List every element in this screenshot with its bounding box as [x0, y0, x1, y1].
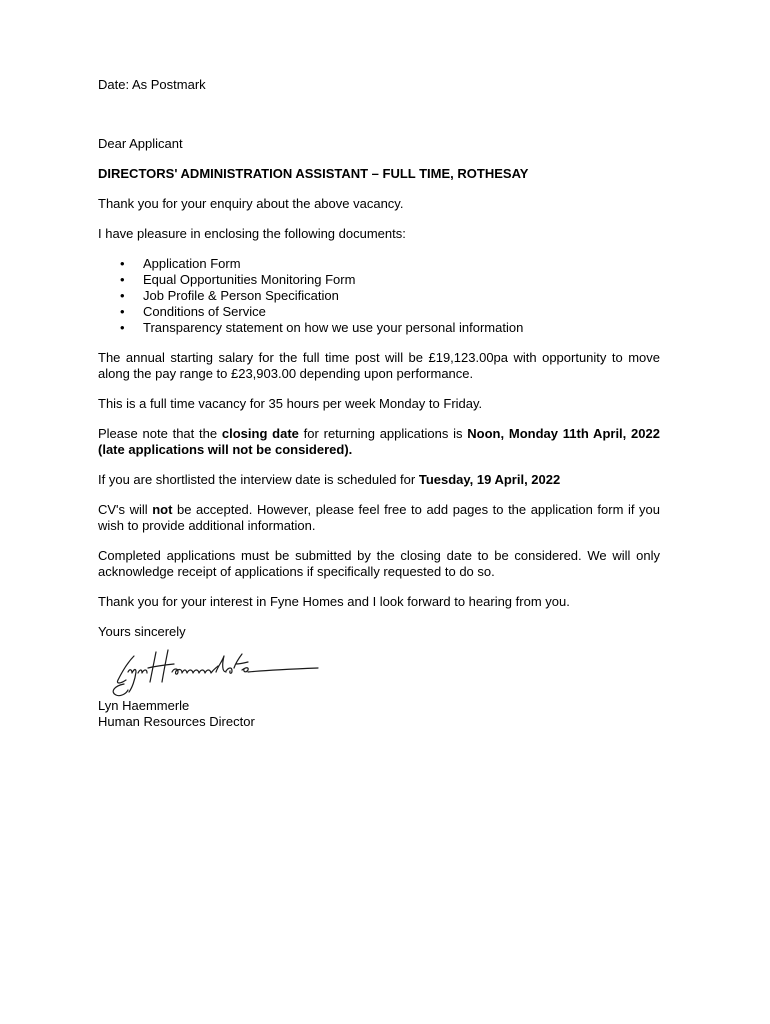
bullet-icon: • — [120, 320, 125, 335]
cv-text-1: CV's will — [98, 502, 153, 517]
signature — [98, 642, 660, 698]
list-item-label: Transparency statement on how we use your personal information — [143, 320, 524, 335]
closing-text-2: for returning applications is — [298, 426, 468, 441]
paragraph-closing-date — [98, 426, 660, 458]
list-item — [98, 288, 660, 304]
sign-off: Yours sincerely — [98, 624, 186, 639]
enclosed-documents-list — [98, 256, 660, 336]
paragraph-hours: This is a full time vacancy for 35 hours per week Monday to Friday. — [98, 396, 483, 411]
list-item-label: Conditions of Service — [143, 304, 266, 319]
paragraph-enclosing-intro: I have pleasure in enclosing the following documents: — [98, 226, 406, 241]
bullet-icon: • — [120, 256, 125, 271]
list-item — [98, 320, 660, 336]
closing-text-1: Please note that the — [98, 426, 222, 441]
signer-name: Lyn Haemmerle — [98, 698, 190, 713]
interview-text: If you are shortlisted the interview date is scheduled for — [98, 472, 419, 487]
bullet-icon: • — [120, 288, 125, 303]
list-item — [98, 256, 660, 272]
interview-date: Tuesday, 19 April, 2022 — [418, 472, 561, 487]
signer-title: Human Resources Director — [98, 714, 255, 729]
letter-subject: DIRECTORS' ADMINISTRATION ASSISTANT – FULL TIME, ROTHESAY — [98, 166, 529, 181]
cv-text-2: be accepted. However, please feel free to add pages to the application form if you wish to provide additional information. — [98, 502, 660, 533]
paragraph-thanks-interest: Thank you for your interest in Fyne Homes and I look forward to hearing from you. — [98, 594, 570, 609]
list-item — [98, 272, 660, 288]
salutation: Dear Applicant — [98, 136, 183, 151]
paragraph-salary: The annual starting salary for the full time post will be £19,123.00pa with opportunity to move along the pay range to £23,903.00 depending upon performance. — [98, 350, 660, 381]
paragraph-completed: Completed applications must be submitted by the closing date to be considered. We will only acknowledge receipt of applications if specifically requested to do so. — [98, 548, 660, 579]
paragraph-cv — [98, 502, 660, 534]
list-item-label: Application Form — [143, 256, 241, 271]
paragraph-interview — [98, 472, 660, 488]
bullet-icon: • — [120, 272, 125, 287]
list-item — [98, 304, 660, 320]
handwritten-signature-icon — [98, 642, 338, 698]
list-item-label: Equal Opportunities Monitoring Form — [143, 272, 356, 287]
closing-date-label: closing date — [221, 426, 299, 441]
bullet-icon: • — [120, 304, 125, 319]
letter-date: Date: As Postmark — [98, 77, 206, 92]
list-item-label: Job Profile & Person Specification — [143, 288, 339, 303]
letter-page — [98, 77, 660, 730]
closing-deadline: Noon, Monday 11th April, 2022 (late applications will not be considered). — [98, 426, 660, 457]
paragraph-thanks-enquiry: Thank you for your enquiry about the above vacancy. — [98, 196, 404, 211]
cv-not: not — [152, 502, 173, 517]
